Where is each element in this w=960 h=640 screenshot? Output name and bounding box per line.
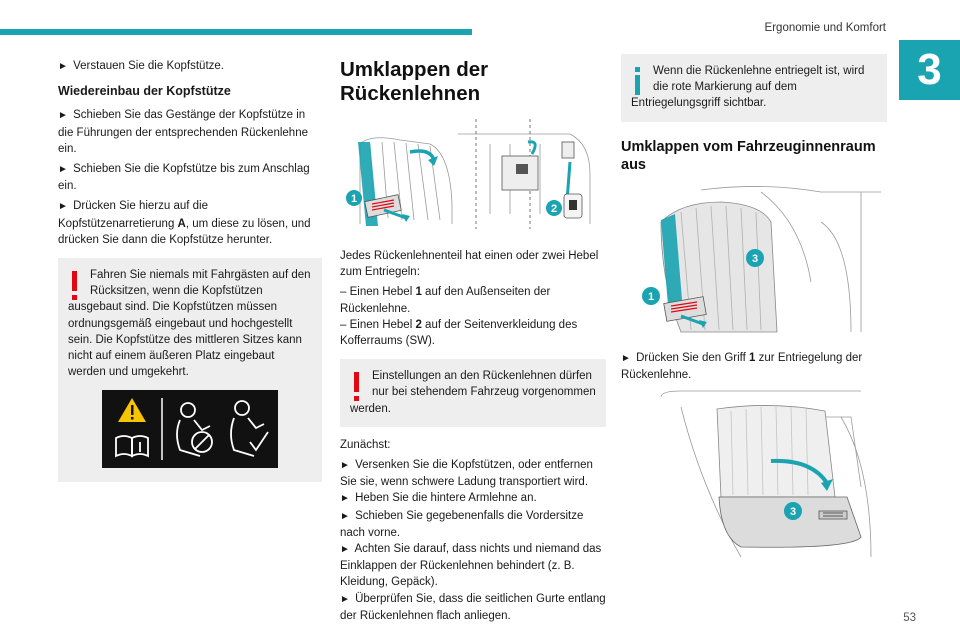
chapter-number-tab: 3: [899, 40, 960, 100]
info-text: die rote Markierung auf dem: [653, 81, 797, 94]
subheading: Wiedereinbau der Kopfstütze: [58, 84, 231, 99]
paragraph: ► Schieben Sie das Gestänge der Kopfstütze in die Führungen der entsprechenden Rückenlehne ein.: [58, 109, 308, 155]
bullet-arrow-icon: ►: [621, 352, 631, 364]
bullet-arrow-icon: ►: [340, 493, 350, 505]
warning-exclamation-icon: [68, 267, 82, 307]
paragraph: ► Überprüfen Sie, dass die seitlichen Gurte entlang der Rückenlehnen flach anliegen.: [340, 592, 606, 622]
paragraph: Jedes Rückenlehnenteil hat einen oder zwei Hebel zum Entriegeln:: [340, 250, 599, 279]
paragraph: ► Schieben Sie die Kopfstütze bis zum Anschlag ein.: [58, 163, 310, 193]
warning-text: ausgebaut sind. Die Kopfstützen müssen ordnungsgemäß eingebaut und hochgestellt sein. Die Kopfstütze des mittleren Sitzes kann nicht auf einem äußeren Platz eingebaut werden und umgekehrt.: [68, 301, 302, 379]
bullet-arrow-icon: ►: [58, 164, 68, 176]
bullet-arrow-icon: ►: [340, 593, 350, 605]
callout-2-label: 2: [550, 203, 558, 215]
warning-text: werden.: [350, 402, 391, 415]
paragraph: ► Heben Sie die hintere Armlehne an.: [340, 492, 537, 505]
callout-3-label: 3: [751, 252, 759, 265]
safety-pictogram: [102, 390, 278, 468]
section-title: Umklappen der Rückenlehnen: [340, 58, 489, 105]
warning-box: [58, 258, 322, 482]
paragraph: ► Versenken Sie die Kopfstützen, oder entfernen Sie sie, wenn schwere Ladung transportiert wird.: [340, 459, 593, 489]
warning-text: Fahren Sie niemals mit Fahrgästen auf den: [90, 269, 311, 282]
info-text: Wenn die Rückenlehne entriegelt ist, wird: [653, 65, 865, 77]
paragraph: ► Schieben Sie gegebenenfalls die Vordersitze nach vorne.: [340, 509, 584, 539]
warning-text: nur bei stehendem Fahrzeug vorgenommen: [372, 386, 596, 399]
column-3: [621, 58, 887, 567]
bullet-arrow-icon: ►: [58, 110, 68, 122]
warning-text: Einstellungen an den Rückenlehnen dürfen: [372, 370, 592, 383]
info-icon: [631, 63, 645, 103]
paragraph: ► Drücken Sie den Griff 1 zur Entriegelung der Rückenlehne.: [621, 351, 863, 381]
chapter-title: Ergonomie und Komfort: [764, 22, 886, 34]
column-1: [58, 58, 322, 482]
paragraph: ► Achten Sie darauf, dass nichts und niemand das Einklappen der Rückenlehnen behindert (z. B. Kleidung, Gepäck).: [340, 543, 602, 589]
rear-seat-levers-illustration: [340, 114, 600, 234]
warning-box: [340, 359, 606, 427]
column-2: [340, 58, 606, 624]
interior-unlock-illustration: [621, 182, 887, 342]
bullet-arrow-icon: ►: [340, 544, 350, 556]
paragraph: ► Drücken Sie hierzu auf die Kopfstützenarretierung A, um diese zu lösen, und drücken Sie dann die Kopfstütze herunter.: [58, 200, 311, 246]
paragraph: Zunächst:: [340, 438, 391, 451]
list-item: – Einen Hebel 1 auf den Außenseiten der Rückenlehne.: [340, 286, 551, 315]
info-text: Entriegelungsgriff sichtbar.: [631, 97, 767, 110]
page-number: 53: [903, 612, 916, 624]
bullet-arrow-icon: ►: [340, 510, 350, 522]
callout-1-label: 1: [350, 193, 358, 205]
warning-exclamation-icon: [350, 368, 364, 408]
callout-3-label: 3: [789, 506, 797, 519]
list-item: – Einen Hebel 2 auf der Seitenverkleidung des Kofferraums (SW).: [340, 318, 578, 348]
header-accent-bar: [0, 29, 472, 35]
section-subtitle: Umklappen vom Fahrzeuginnenraum aus: [621, 138, 876, 173]
bullet-arrow-icon: ►: [340, 460, 350, 472]
bullet-arrow-icon: ►: [58, 61, 68, 72]
callout-1-label: 1: [647, 290, 655, 303]
paragraph: ► Verstauen Sie die Kopfstütze.: [58, 60, 224, 72]
warning-text: Rücksitzen, wenn die Kopfstützen: [90, 285, 263, 298]
folded-backrest-illustration: [621, 387, 887, 567]
info-box: [621, 54, 887, 122]
bullet-arrow-icon: ►: [58, 201, 68, 213]
